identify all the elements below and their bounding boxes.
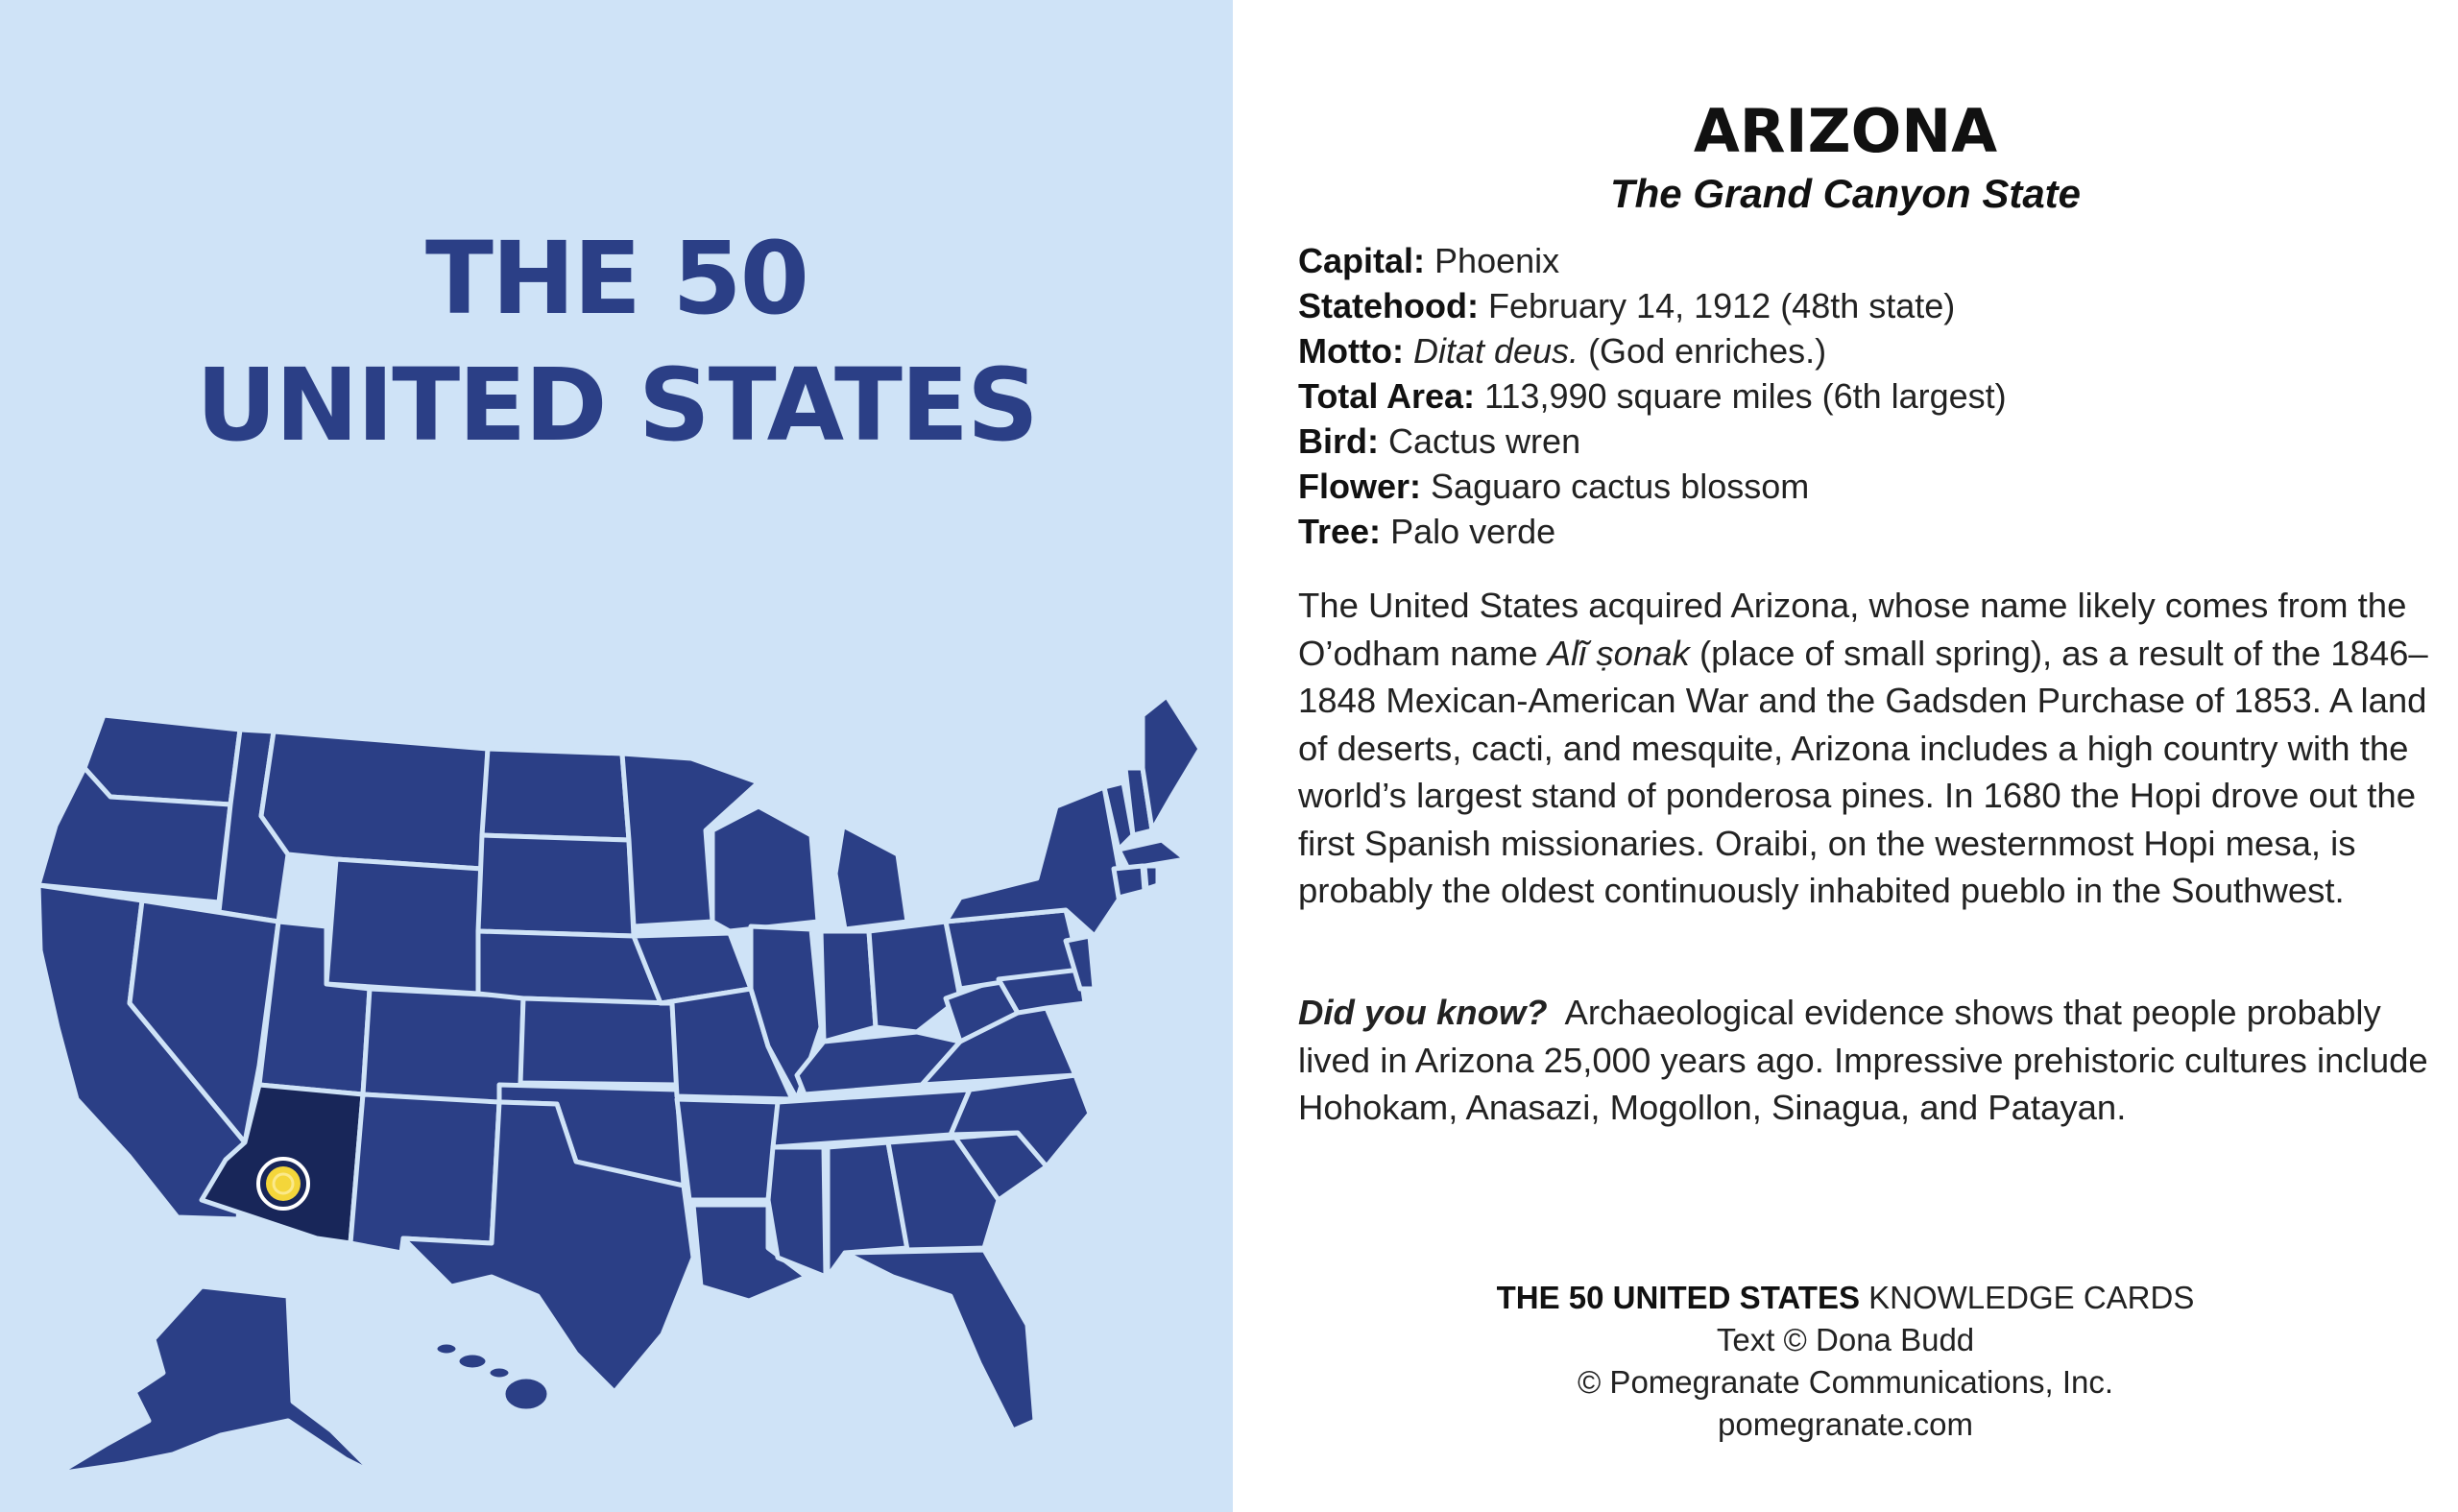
state-florida: [845, 1250, 1035, 1430]
state-rhode-island: [1145, 866, 1158, 889]
fact-value: Saguaro cactus blossom: [1431, 467, 1810, 506]
capital-star-icon: [253, 1153, 314, 1214]
state-maryland: [999, 970, 1085, 1013]
state-north-dakota: [482, 749, 629, 840]
alaska: [58, 1286, 374, 1474]
did-you-know-text: Archaeological evidence shows that people probably lived in Arizona 25,000 years ago. Impressive prehistoric cultures include Hohokam, Anasazi, Mogollon, Sinagua, and Patayan.: [1298, 993, 2428, 1127]
state-hawaii-island2: [457, 1353, 488, 1370]
fact-motto: [1298, 328, 2007, 373]
us-map: [0, 662, 1233, 1488]
state-kansas: [520, 998, 677, 1085]
fact-bird: [1298, 419, 2007, 464]
state-nebraska: [478, 931, 661, 1003]
state-hawaii-island4: [503, 1377, 549, 1411]
state-montana: [261, 732, 488, 869]
description-text: The United States acquired Arizona, whose name likely comes from the O’odham name: [1298, 586, 2407, 673]
fact-label: Total Area:: [1298, 376, 1476, 416]
hawaii: [435, 1342, 549, 1411]
state-wyoming: [326, 859, 482, 994]
state-hawaii-island3: [488, 1366, 511, 1380]
state-wisconsin: [712, 806, 818, 931]
right-panel: [1233, 0, 2458, 1512]
fact-value-latin: Ditat deus.: [1412, 331, 1579, 371]
fact-tree: [1298, 509, 2007, 554]
did-you-know-label: Did you know?: [1298, 993, 1548, 1032]
copyright: © Pomegranate Communications, Inc.: [1577, 1364, 2114, 1400]
state-new-mexico: [350, 1094, 499, 1253]
state-new-york: [946, 787, 1123, 936]
fact-total-area: [1298, 373, 2007, 419]
website: pomegranate.com: [1718, 1406, 1973, 1442]
state-michigan: [835, 826, 907, 929]
fact-label: Bird:: [1298, 421, 1379, 461]
facts-list: [1298, 238, 2007, 554]
card-title-line1: THE 50: [425, 220, 807, 337]
fact-value: Palo verde: [1390, 512, 1556, 551]
fact-capital: [1298, 238, 2007, 283]
text-credit: Text © Dona Budd: [1716, 1322, 1975, 1357]
native-name: Alĩ ṣonak: [1547, 633, 1690, 673]
series-title: [1233, 1277, 2458, 1319]
state-south-dakota: [478, 835, 634, 936]
series-title-rest: KNOWLEDGE CARDS: [1859, 1280, 2195, 1315]
state-arkansas: [677, 1099, 780, 1200]
credits: [1233, 1277, 2458, 1446]
fact-value: February 14, 1912 (48th state): [1488, 286, 1956, 325]
fact-value: Phoenix: [1434, 241, 1560, 280]
state-indiana: [821, 931, 876, 1042]
description-text-cont: (place of small spring), as a result of the 1846–1848 Mexican-American War and the Gadsden Purchase of 1853. A land of deserts, cacti, and mesquite, Arizona includes a high country with the world’s largest stand of ponderosa pines. In 1680 the Hopi drove out the first Spanish missionaries. Oraibi, on the westernmost Hopi mesa, is probably the oldest continuously inhabited pueblo in the Southwest.: [1298, 633, 2428, 910]
fact-label: Motto:: [1298, 331, 1404, 371]
fact-value: Cactus wren: [1388, 421, 1581, 461]
fact-label: Tree:: [1298, 512, 1382, 551]
state-mississippi: [768, 1147, 826, 1277]
fact-label: Statehood:: [1298, 286, 1479, 325]
state-name: ARIZONA: [1693, 96, 1998, 166]
did-you-know: [1298, 989, 2441, 1132]
state-maine: [1143, 696, 1200, 830]
state-nickname: The Grand Canyon State: [1609, 171, 2082, 216]
state-connecticut: [1114, 866, 1145, 898]
state-hawaii-island1: [435, 1342, 458, 1356]
fact-statehood: [1298, 283, 2007, 328]
series-title-bold: THE 50 UNITED STATES: [1496, 1280, 1860, 1315]
fact-label: Capital:: [1298, 241, 1426, 280]
fact-value: (God enriches.): [1588, 331, 1827, 371]
description-paragraph: [1298, 582, 2441, 915]
state-ohio: [869, 922, 960, 1032]
fact-flower: [1298, 464, 2007, 509]
fact-value: 113,990 square miles (6th largest): [1484, 376, 2007, 416]
card-title-line2: UNITED STATES: [196, 347, 1037, 464]
fact-label: Flower:: [1298, 467, 1422, 506]
state-alaska: [58, 1286, 374, 1474]
